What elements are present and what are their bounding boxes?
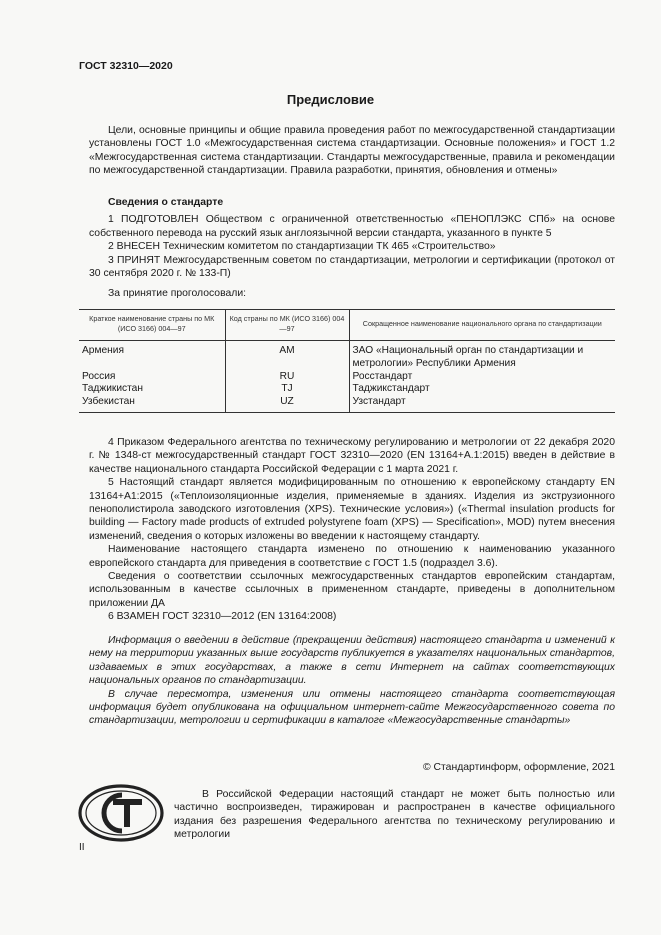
- table-cell-country: Узбекистан: [79, 396, 225, 412]
- intro-paragraph: Цели, основные принципы и общие правила проведения работ по межгосударственной стандартизации установлены ГОСТ 1.0 «Межгосударственная система стандартизации. Основные положения» и ГОСТ 1.2 «Межгосударственная система стандартизации. Стандарты межгосударственные, правила и рекомендации по межгосударственной стандартизации. Правила разработки, принятия, обновления и отмены»: [89, 125, 615, 177]
- standard-info-heading: Сведения о стандарте: [108, 197, 224, 208]
- rst-logo-icon: [78, 783, 164, 843]
- table-cell-body: Таджикстандарт: [349, 383, 615, 396]
- table-row: [79, 371, 615, 384]
- table-row: [79, 383, 615, 396]
- voting-table: [79, 309, 615, 413]
- reproduction-notice-text: В Российской Федерации настоящий стандарт не может быть полностью или частично воспроизведен, тиражирован и распространен в качестве официального издания без разрешения Федерального агентства по техническому регулированию и метрологии: [174, 789, 615, 841]
- item-1-paragraph: 1 ПОДГОТОВЛЕН Обществом с ограниченной ответственностью «ПЕНОПЛЭКС СПб» на основе собственного перевода на русский язык англоязычной версии стандарта, указанного в пункте 5: [89, 214, 615, 239]
- adoption-block: [89, 436, 615, 624]
- table-row: [79, 341, 615, 371]
- reproduction-notice: [174, 788, 615, 842]
- item-5-name-change-paragraph: Наименование настоящего стандарта изменено по отношению к наименованию указанного европейского стандарта для приведения в соответствие с ГОСТ 1.5 (подраздел 3.6).: [89, 544, 615, 569]
- table-header-row: [79, 310, 615, 341]
- copyright-line: © Стандартинформ, оформление, 2021: [422, 762, 615, 773]
- table-cell-country: Россия: [82, 370, 116, 382]
- voted-label: За принятие проголосовали:: [108, 288, 247, 300]
- table-cell-code: UZ: [225, 396, 349, 412]
- standard-info-block: [89, 196, 615, 301]
- italic-note-revision: В случае пересмотра, изменения или отмены настоящего стандарта соответствующая информация будет опубликована на официальном интернет-сайте Межгосударственного совета по стандартизации, метрологии и сертификации в каталоге «Межгосударственные стандарты»: [89, 688, 615, 727]
- item-5-paragraph: 5 Настоящий стандарт является модифицированным по отношению к европейскому стандарту EN 13164+A1:2015 («Теплоизоляционные изделия, применяемые в зданиях. Изделия из экструзионного пенополистирола заводского изготовления (XPS). Технические условия») («Thermal insulation products for building — Factory made products of extruded polystyrene foam (XPS) — Specification», MOD) путем внесения изменений, сведения о которых изложены во введении к настоящему стандарту.: [89, 477, 615, 542]
- italic-notes-block: [89, 634, 615, 728]
- table-cell-country: Таджикистан: [82, 383, 143, 395]
- table-cell-code: AM: [225, 341, 349, 371]
- item-5-references-paragraph: Сведения о соответствии ссылочных межгосударственных стандартов европейским стандартам, использованным в качестве ссылочных в примененном стандарте, приведены в дополнительном приложении ДА: [89, 571, 615, 609]
- table-cell-body: Росстандарт: [349, 371, 615, 384]
- intro-block: [89, 124, 615, 178]
- table-header-code: Код страны по МК (ИСО 3166) 004—97: [225, 310, 349, 341]
- table-cell-code: TJ: [225, 383, 349, 396]
- table-cell-code: RU: [225, 371, 349, 384]
- table-row: [79, 396, 615, 412]
- item-6-paragraph: 6 ВЗАМЕН ГОСТ 32310—2012 (EN 13164:2008): [108, 611, 337, 623]
- table-cell-country: Армения: [82, 345, 124, 356]
- document-code-header: ГОСТ 32310—2020: [79, 60, 173, 72]
- table-cell-body: ЗАО «Национальный орган по стандартизации и метрологии» Республики Армения: [349, 341, 615, 371]
- item-2-paragraph: 2 ВНЕСЕН Техническим комитетом по стандартизации ТК 465 «Строительство»: [108, 241, 496, 253]
- table-header-body: Сокращенное наименование национального органа по стандартизации: [349, 310, 615, 341]
- item-4-paragraph: 4 Приказом Федерального агентства по техническому регулированию и метрологии от 22 декабря 2020 г. № 1348-ст межгосударственный стандарт ГОСТ 32310—2020 (EN 13164+А.1:2015) введен в действие в качестве национального стандарта Российской Федерации с 1 марта 2021 г.: [89, 437, 615, 475]
- page-title: Предисловие: [286, 92, 375, 107]
- page-number: II: [79, 842, 85, 853]
- italic-note-introduction: Информация о введении в действие (прекращении действия) настоящего стандарта и изменений к нему на территории указанных выше государств публикуется в указателях национальных стандартов, издаваемых в этих государствах, а также в сети Интернет на сайтах соответствующих национальных органов по стандартизации.: [89, 635, 615, 687]
- table-cell-body: Узстандарт: [349, 396, 615, 412]
- table-header-country: Краткое наименование страны по МК (ИСО 3166) 004—97: [79, 310, 225, 341]
- item-3-paragraph: 3 ПРИНЯТ Межгосударственным советом по стандартизации, метрологии и сертификации (протокол от 30 сентября 2020 г. № 133-П): [89, 254, 615, 280]
